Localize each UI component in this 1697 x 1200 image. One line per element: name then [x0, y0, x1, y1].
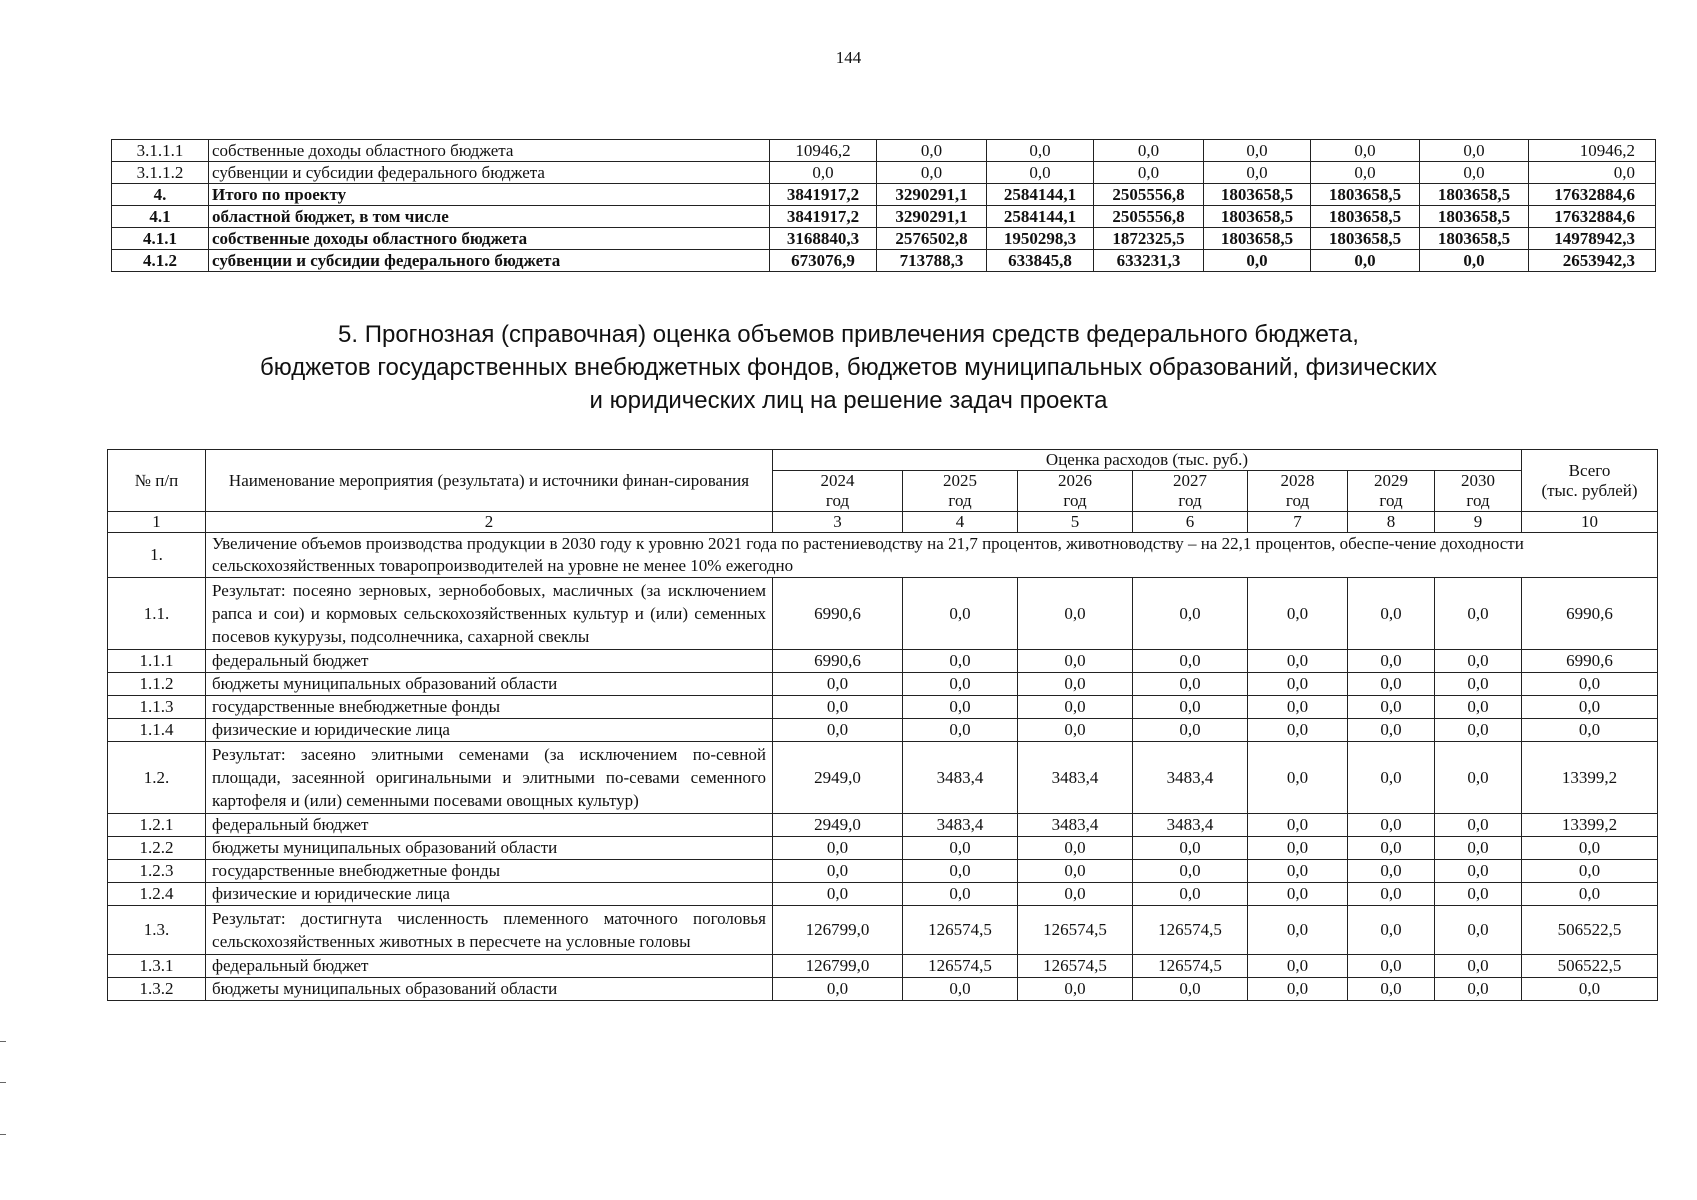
year-header [773, 471, 903, 512]
value-cell: 673076,9 [770, 250, 877, 272]
value-cell: 0,0 [1348, 883, 1435, 906]
value-cell: 0,0 [1435, 673, 1522, 696]
value-cell: 3483,4 [1018, 742, 1133, 814]
value-cell: 2505556,8 [1094, 206, 1204, 228]
value-cell: 0,0 [903, 860, 1018, 883]
row-name: государственные внебюджетные фонды [206, 860, 773, 883]
value-cell: 0,0 [1311, 140, 1420, 162]
source-row [108, 673, 1658, 696]
value-cell: 0,0 [1435, 906, 1522, 955]
value-cell: 0,0 [1133, 837, 1248, 860]
value-cell: 0,0 [1248, 719, 1348, 742]
column-number: 3 [773, 512, 903, 533]
value-cell: 0,0 [770, 162, 877, 184]
row-code: 1.2. [108, 742, 206, 814]
margin-mark [0, 1134, 6, 1135]
value-cell: 0,0 [1435, 742, 1522, 814]
result-row [108, 578, 1658, 650]
value-cell: 0,0 [1133, 978, 1248, 1001]
year-unit: год [948, 491, 972, 510]
value-cell: 0,0 [773, 837, 903, 860]
value-cell: 1803658,5 [1204, 228, 1311, 250]
row-code: 1.3.1 [108, 955, 206, 978]
year-label: 2026 [1058, 471, 1092, 490]
value-cell: 126574,5 [903, 955, 1018, 978]
value-cell: 3290291,1 [877, 206, 987, 228]
value-cell: 0,0 [1348, 673, 1435, 696]
result-row [108, 906, 1658, 955]
year-header [903, 471, 1018, 512]
value-cell: 0,0 [1420, 162, 1529, 184]
value-cell: 126799,0 [773, 906, 903, 955]
row-name: Результат: засеяно элитными семенами (за исключением по-севной площади, засеянной оригинальными и элитными по-севами семенного картофеля и (или) семенными посевами овощных культур) [206, 742, 773, 814]
value-cell: 0,0 [1018, 696, 1133, 719]
source-row [108, 883, 1658, 906]
value-cell: 0,0 [1348, 578, 1435, 650]
value-cell: 0,0 [1133, 650, 1248, 673]
value-cell: 0,0 [1311, 250, 1420, 272]
value-cell: 0,0 [1133, 860, 1248, 883]
value-cell: 0,0 [1348, 742, 1435, 814]
value-cell: 1803658,5 [1420, 206, 1529, 228]
value-cell: 126574,5 [1018, 955, 1133, 978]
summary-row [112, 140, 1656, 162]
header-row [108, 450, 1658, 471]
forecast-table [107, 449, 1658, 1001]
column-number: 4 [903, 512, 1018, 533]
value-cell: 0,0 [903, 978, 1018, 1001]
value-cell: 0,0 [1420, 250, 1529, 272]
value-cell: 0,0 [1435, 696, 1522, 719]
row-code: 1.1.4 [108, 719, 206, 742]
year-label: 2029 [1374, 471, 1408, 490]
value-cell: 2949,0 [773, 742, 903, 814]
year-label: 2030 [1461, 471, 1495, 490]
row-code: 1.1. [108, 578, 206, 650]
year-header [1435, 471, 1522, 512]
total-cell: 0,0 [1522, 673, 1658, 696]
value-cell: 126574,5 [903, 906, 1018, 955]
margin-mark [0, 1082, 6, 1083]
value-cell: 10946,2 [770, 140, 877, 162]
value-cell: 0,0 [1420, 140, 1529, 162]
value-cell: 0,0 [903, 650, 1018, 673]
year-label: 2028 [1280, 471, 1315, 490]
row-code: 4.1.1 [112, 228, 209, 250]
result-row [108, 742, 1658, 814]
summary-row [112, 184, 1656, 206]
total-cell: 10946,2 [1529, 140, 1656, 162]
row-name: субвенции и субсидии федерального бюджета [209, 250, 770, 272]
row-name: федеральный бюджет [206, 814, 773, 837]
row-name: бюджеты муниципальных образований области [206, 978, 773, 1001]
year-unit: год [825, 491, 850, 510]
year-label: 2025 [943, 471, 977, 490]
row-name: областной бюджет, в том числе [209, 206, 770, 228]
total-header-line-1: Всего [1568, 460, 1611, 480]
value-cell: 3483,4 [903, 814, 1018, 837]
value-cell: 0,0 [1018, 883, 1133, 906]
value-cell: 2576502,8 [877, 228, 987, 250]
value-cell: 0,0 [1348, 906, 1435, 955]
value-cell: 126799,0 [773, 955, 903, 978]
total-cell: 2653942,3 [1529, 250, 1656, 272]
total-cell: 17632884,6 [1529, 206, 1656, 228]
goal-row [108, 533, 1658, 578]
column-number: 9 [1435, 512, 1522, 533]
value-cell: 713788,3 [877, 250, 987, 272]
col-name-header: Наименование мероприятия (результата) и источники финан-сирования [206, 450, 773, 512]
value-cell: 1803658,5 [1311, 228, 1420, 250]
goal-code: 1. [108, 533, 206, 578]
year-unit: год [1379, 491, 1403, 510]
row-name: собственные доходы областного бюджета [209, 140, 770, 162]
source-row [108, 814, 1658, 837]
row-name: бюджеты муниципальных образований области [206, 837, 773, 860]
value-cell: 3483,4 [1018, 814, 1133, 837]
value-cell: 2584144,1 [987, 206, 1094, 228]
row-code: 1.1.2 [108, 673, 206, 696]
value-cell: 0,0 [1248, 883, 1348, 906]
total-cell: 506522,5 [1522, 955, 1658, 978]
row-code: 4. [112, 184, 209, 206]
row-name: бюджеты муниципальных образований области [206, 673, 773, 696]
total-cell: 0,0 [1522, 719, 1658, 742]
value-cell: 0,0 [1248, 906, 1348, 955]
total-cell: 0,0 [1522, 860, 1658, 883]
value-cell: 0,0 [903, 673, 1018, 696]
value-cell: 1950298,3 [987, 228, 1094, 250]
value-cell: 0,0 [1348, 978, 1435, 1001]
column-number: 8 [1348, 512, 1435, 533]
value-cell: 0,0 [877, 162, 987, 184]
year-header [1348, 471, 1435, 512]
value-cell: 3483,4 [903, 742, 1018, 814]
value-cell: 0,0 [1248, 955, 1348, 978]
col-total-header [1522, 450, 1658, 512]
column-number: 7 [1248, 512, 1348, 533]
value-cell: 2949,0 [773, 814, 903, 837]
value-cell: 126574,5 [1018, 906, 1133, 955]
col-number-header: № п/п [108, 450, 206, 512]
value-cell: 0,0 [1133, 883, 1248, 906]
column-number: 10 [1522, 512, 1658, 533]
value-cell: 1803658,5 [1204, 184, 1311, 206]
value-cell: 0,0 [1018, 837, 1133, 860]
value-cell: 126574,5 [1133, 955, 1248, 978]
value-cell: 0,0 [1348, 837, 1435, 860]
value-cell: 0,0 [1248, 650, 1348, 673]
row-name: физические и юридические лица [206, 719, 773, 742]
value-cell: 0,0 [903, 883, 1018, 906]
value-cell: 0,0 [1348, 814, 1435, 837]
row-name: государственные внебюджетные фонды [206, 696, 773, 719]
section-title-line-3: и юридических лиц на решение задач проекта [589, 387, 1108, 414]
value-cell: 0,0 [903, 837, 1018, 860]
value-cell: 3168840,3 [770, 228, 877, 250]
value-cell: 0,0 [1248, 860, 1348, 883]
source-row [108, 837, 1658, 860]
value-cell: 0,0 [1348, 860, 1435, 883]
value-cell: 0,0 [1348, 650, 1435, 673]
row-code: 1.2.2 [108, 837, 206, 860]
value-cell: 0,0 [987, 162, 1094, 184]
row-name: собственные доходы областного бюджета [209, 228, 770, 250]
year-label: 2027 [1173, 471, 1207, 490]
value-cell: 0,0 [1435, 814, 1522, 837]
value-cell: 0,0 [877, 140, 987, 162]
cost-estimate-header: Оценка расходов (тыс. руб.) [773, 450, 1522, 471]
year-unit: год [1178, 491, 1202, 510]
value-cell: 3483,4 [1133, 742, 1248, 814]
summary-row [112, 206, 1656, 228]
value-cell: 0,0 [1311, 162, 1420, 184]
section-title-line-2: бюджетов государственных внебюджетных фондов, бюджетов муниципальных образований, физических [260, 354, 1437, 381]
margin-mark [0, 1041, 6, 1042]
total-header-line-2: (тыс. рублей) [1541, 480, 1638, 500]
year-header [1018, 471, 1133, 512]
value-cell: 0,0 [1435, 978, 1522, 1001]
value-cell: 1803658,5 [1311, 206, 1420, 228]
value-cell: 0,0 [1133, 719, 1248, 742]
value-cell: 0,0 [773, 719, 903, 742]
row-code: 1.1.1 [108, 650, 206, 673]
value-cell: 126574,5 [1133, 906, 1248, 955]
value-cell: 633845,8 [987, 250, 1094, 272]
column-number: 6 [1133, 512, 1248, 533]
summary-row [112, 228, 1656, 250]
value-cell: 0,0 [1435, 578, 1522, 650]
value-cell: 0,0 [1248, 673, 1348, 696]
total-cell: 0,0 [1522, 696, 1658, 719]
year-unit: год [1063, 491, 1087, 510]
row-code: 1.2.3 [108, 860, 206, 883]
value-cell: 0,0 [1204, 140, 1311, 162]
value-cell: 3483,4 [1133, 814, 1248, 837]
summary-table [111, 139, 1656, 272]
row-code: 1.1.3 [108, 696, 206, 719]
section-title-line-1: 5. Прогнозная (справочная) оценка объемов привлечения средств федерального бюджета, [338, 321, 1359, 348]
value-cell: 3841917,2 [770, 184, 877, 206]
source-row [108, 860, 1658, 883]
total-cell: 506522,5 [1522, 906, 1658, 955]
source-row [108, 955, 1658, 978]
value-cell: 0,0 [1348, 719, 1435, 742]
value-cell: 0,0 [773, 883, 903, 906]
page-number: 144 [835, 48, 862, 67]
value-cell: 3841917,2 [770, 206, 877, 228]
value-cell: 0,0 [1018, 978, 1133, 1001]
row-name: Результат: достигнута численность племенного маточного поголовья сельскохозяйственных животных в пересчете на условные головы [206, 906, 773, 955]
value-cell: 0,0 [1435, 719, 1522, 742]
row-code: 1.3.2 [108, 978, 206, 1001]
row-name: Итого по проекту [209, 184, 770, 206]
summary-row [112, 250, 1656, 272]
value-cell: 2584144,1 [987, 184, 1094, 206]
row-name: физические и юридические лица [206, 883, 773, 906]
value-cell: 0,0 [1348, 955, 1435, 978]
row-code: 1.2.1 [108, 814, 206, 837]
value-cell: 0,0 [1435, 860, 1522, 883]
value-cell: 1803658,5 [1311, 184, 1420, 206]
value-cell: 0,0 [1248, 742, 1348, 814]
source-row [108, 650, 1658, 673]
year-header [1133, 471, 1248, 512]
value-cell: 1872325,5 [1094, 228, 1204, 250]
total-cell: 6990,6 [1522, 650, 1658, 673]
value-cell: 0,0 [1133, 696, 1248, 719]
value-cell: 0,0 [1204, 162, 1311, 184]
value-cell: 0,0 [1248, 696, 1348, 719]
row-name: Результат: посеяно зерновых, зернобобовых, масличных (за исключением рапса и сои) и кормовых сельскохозяйственных культур и (или) семенных посевов кукурузы, подсолнечника, сахарной свеклы [206, 578, 773, 650]
section-title [0, 318, 1697, 417]
source-row [108, 696, 1658, 719]
total-cell: 0,0 [1522, 883, 1658, 906]
value-cell: 0,0 [1435, 837, 1522, 860]
value-cell: 0,0 [773, 860, 903, 883]
value-cell: 0,0 [1348, 696, 1435, 719]
value-cell: 6990,6 [773, 650, 903, 673]
summary-row [112, 162, 1656, 184]
value-cell: 0,0 [1435, 955, 1522, 978]
value-cell: 0,0 [1018, 673, 1133, 696]
value-cell: 0,0 [1248, 837, 1348, 860]
value-cell: 0,0 [1204, 250, 1311, 272]
value-cell: 6990,6 [773, 578, 903, 650]
value-cell: 0,0 [1133, 578, 1248, 650]
row-code: 1.2.4 [108, 883, 206, 906]
year-unit: год [1466, 491, 1490, 510]
total-cell: 0,0 [1522, 837, 1658, 860]
row-code: 3.1.1.1 [112, 140, 209, 162]
value-cell: 0,0 [773, 696, 903, 719]
year-label: 2024 [820, 471, 855, 490]
total-cell: 13399,2 [1522, 814, 1658, 837]
row-name: субвенции и субсидии федерального бюджета [209, 162, 770, 184]
row-name: федеральный бюджет [206, 955, 773, 978]
value-cell: 0,0 [773, 978, 903, 1001]
year-unit: год [1285, 491, 1310, 510]
value-cell: 0,0 [903, 696, 1018, 719]
value-cell: 0,0 [1248, 978, 1348, 1001]
value-cell: 0,0 [1018, 650, 1133, 673]
value-cell: 2505556,8 [1094, 184, 1204, 206]
value-cell: 0,0 [903, 578, 1018, 650]
value-cell: 0,0 [1435, 883, 1522, 906]
value-cell: 0,0 [1018, 578, 1133, 650]
value-cell: 1803658,5 [1420, 184, 1529, 206]
value-cell: 0,0 [1248, 814, 1348, 837]
column-number: 2 [206, 512, 773, 533]
source-row [108, 978, 1658, 1001]
numbering-row [108, 512, 1658, 533]
total-cell: 17632884,6 [1529, 184, 1656, 206]
total-cell: 14978942,3 [1529, 228, 1656, 250]
total-cell: 0,0 [1529, 162, 1656, 184]
value-cell: 0,0 [1133, 673, 1248, 696]
value-cell: 1803658,5 [1204, 206, 1311, 228]
value-cell: 0,0 [1018, 719, 1133, 742]
value-cell: 0,0 [773, 673, 903, 696]
total-cell: 13399,2 [1522, 742, 1658, 814]
value-cell: 0,0 [1248, 578, 1348, 650]
row-name: федеральный бюджет [206, 650, 773, 673]
row-code: 3.1.1.2 [112, 162, 209, 184]
value-cell: 0,0 [1094, 140, 1204, 162]
goal-text: Увеличение объемов производства продукции в 2030 году к уровню 2021 года по растениеводству на 21,7 процентов, животноводству – на 22,1 процентов, обеспе-чение доходности сельскохозяйственных товаропроизводителей на уровне не менее 10% ежегодно [206, 533, 1658, 578]
source-row [108, 719, 1658, 742]
value-cell: 0,0 [987, 140, 1094, 162]
value-cell: 1803658,5 [1420, 228, 1529, 250]
column-number: 5 [1018, 512, 1133, 533]
value-cell: 3290291,1 [877, 184, 987, 206]
value-cell: 633231,3 [1094, 250, 1204, 272]
row-code: 4.1.2 [112, 250, 209, 272]
row-code: 4.1 [112, 206, 209, 228]
column-number: 1 [108, 512, 206, 533]
total-cell: 6990,6 [1522, 578, 1658, 650]
value-cell: 0,0 [1435, 650, 1522, 673]
total-cell: 0,0 [1522, 978, 1658, 1001]
value-cell: 0,0 [1018, 860, 1133, 883]
year-header [1248, 471, 1348, 512]
value-cell: 0,0 [1094, 162, 1204, 184]
value-cell: 0,0 [903, 719, 1018, 742]
row-code: 1.3. [108, 906, 206, 955]
